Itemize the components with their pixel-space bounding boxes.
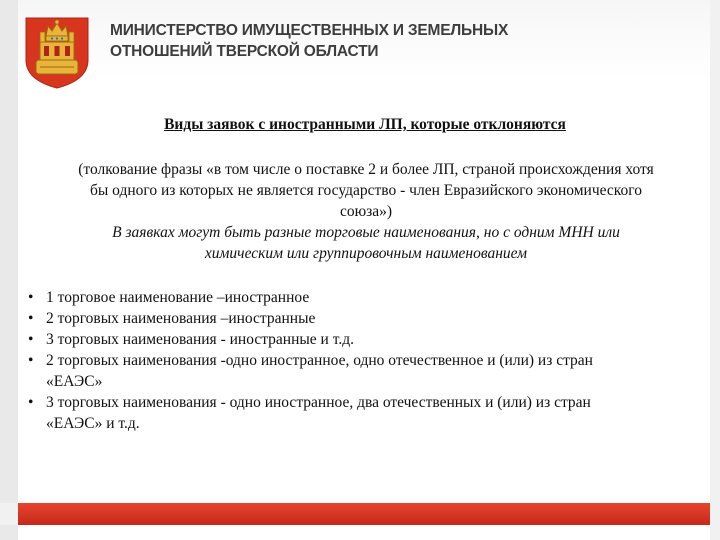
list-item	[28, 329, 700, 350]
italic-note-line-1: В заявках могут быть разные торговые наименования, но с одним МНН или	[112, 224, 620, 241]
ministry-title-line-2: ОТНОШЕНИЙ ТВЕРСКОЙ ОБЛАСТИ	[110, 43, 379, 60]
list-item-text: 2 торговых наименования -одно иностранное, одно отечественное и (или) из стран	[46, 352, 593, 369]
interpretation-line-2: бы одного из которых не является государство - член Евразийского экономического	[89, 182, 642, 199]
italic-note-line-2: химическим или группировочным наименованием	[204, 245, 528, 262]
italic-note	[24, 222, 708, 264]
list-item-text-continued: «ЕАЭС»	[46, 373, 103, 390]
list-item-text-continued: «ЕАЭС» и т.д.	[46, 415, 140, 432]
ministry-title-line-1: МИНИСТЕРСТВО ИМУЩЕСТВЕННЫХ И ЗЕМЕЛЬНЫХ	[110, 22, 509, 39]
bullet: •	[28, 310, 34, 327]
bullet: •	[28, 331, 34, 348]
list-item-text: 3 торговых наименования - одно иностранное, два отечественных и (или) из стран	[46, 394, 591, 411]
interpretation-paragraph	[24, 159, 708, 222]
footer-accent-bar	[18, 503, 710, 525]
interpretation-line-3: союза»)	[339, 203, 393, 220]
ministry-title	[110, 20, 670, 62]
bullet: •	[28, 394, 34, 411]
rejected-cases-list	[28, 287, 700, 434]
bullet: •	[28, 289, 34, 306]
left-side-band	[0, 0, 18, 540]
footer-left-band	[0, 503, 18, 525]
list-item-text: 1 торговое наименование –иностранное	[46, 289, 310, 306]
list-item	[28, 392, 700, 434]
list-item-text: 2 торговых наименования –иностранные	[46, 310, 316, 327]
list-item	[28, 287, 700, 308]
list-item	[28, 308, 700, 329]
slide-heading: Виды заявок с иностранными ЛП, которые отклоняются	[164, 116, 566, 133]
bullet: •	[28, 352, 34, 369]
interpretation-line-1: (толкование фразы «в том числе о поставке 2 и более ЛП, страной происхождения хотя	[78, 161, 654, 178]
list-item	[28, 350, 700, 392]
tver-region-coat-of-arms-icon	[20, 14, 94, 90]
list-item-text: 3 торговых наименования - иностранные и т.д.	[46, 331, 354, 348]
right-side-band	[710, 0, 720, 540]
